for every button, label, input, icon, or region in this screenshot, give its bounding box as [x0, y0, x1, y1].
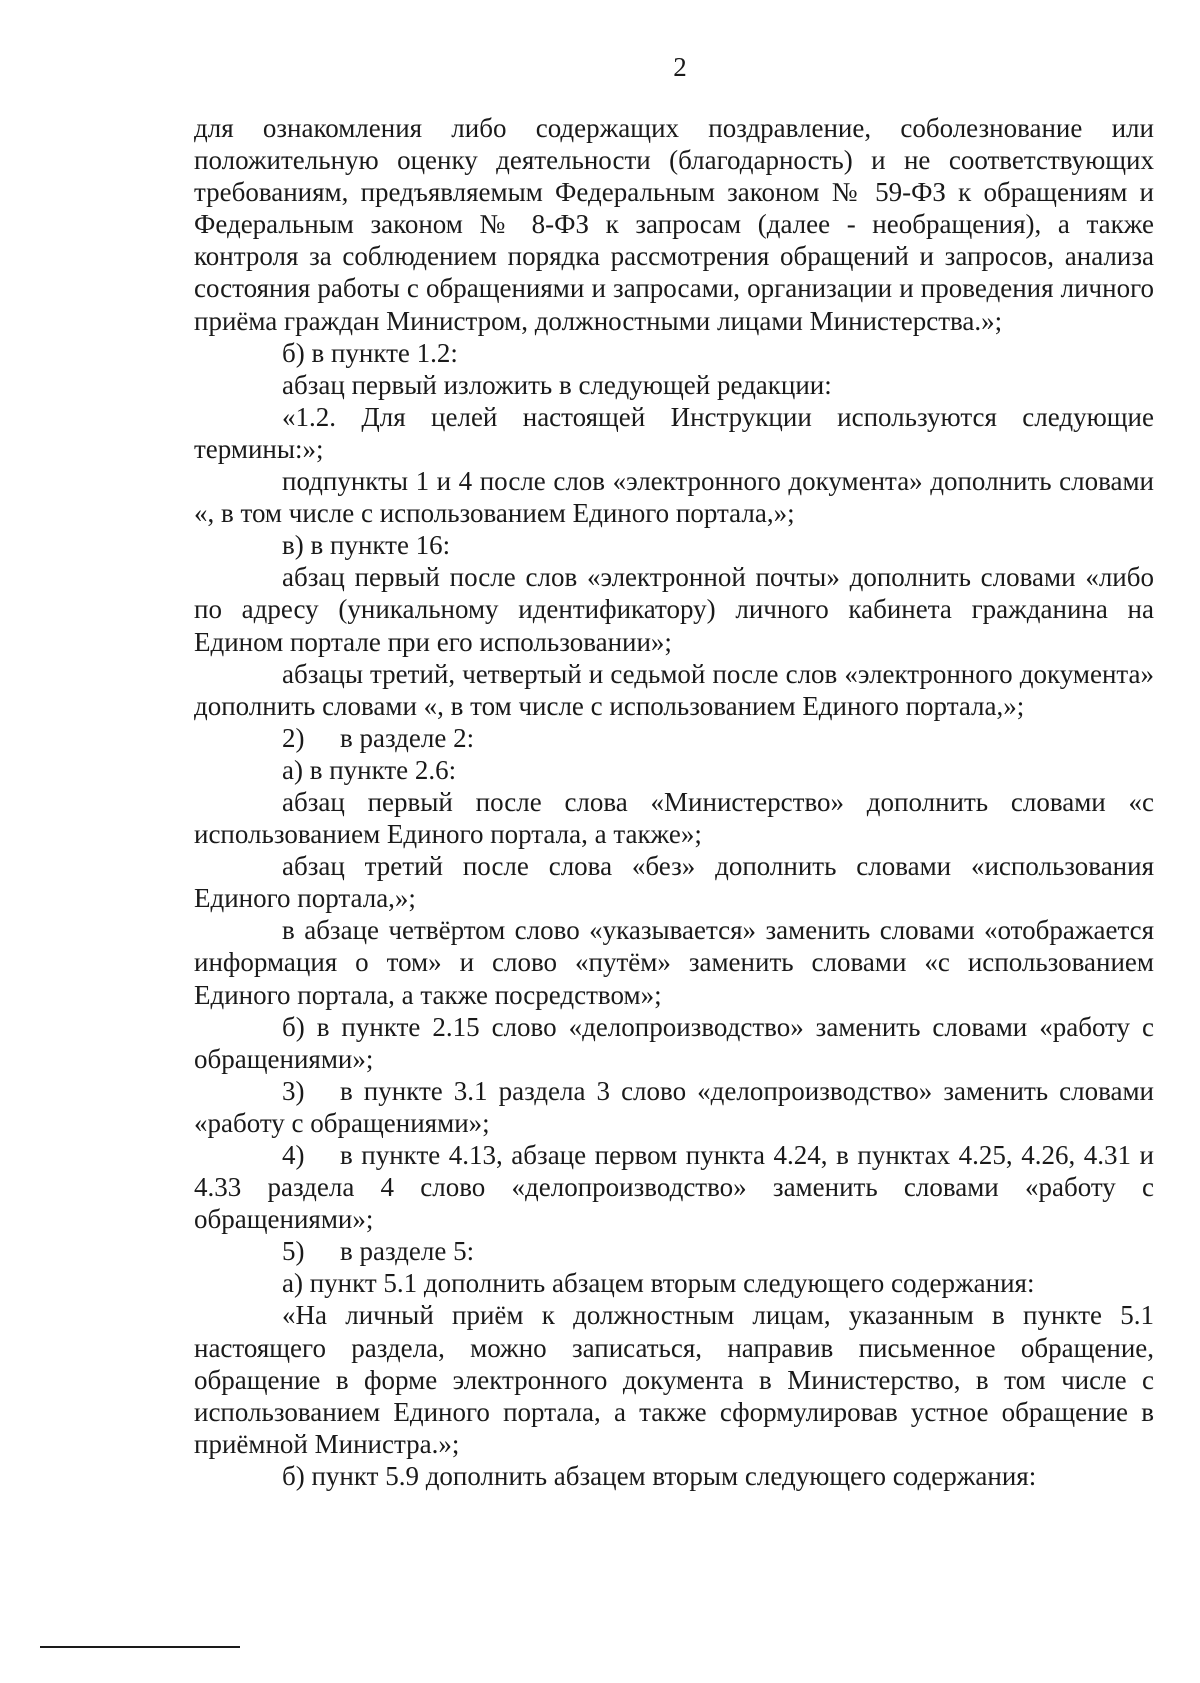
- paragraph: а) в пункте 2.6:: [282, 754, 457, 785]
- numbered-paragraph: [194, 722, 1154, 754]
- paragraph: абзац первый после слова «Министерство» дополнить словами «с использованием Единого портала, а также»;: [194, 786, 1154, 850]
- item-number: 3): [282, 1075, 305, 1106]
- document-body: [194, 112, 1154, 1492]
- paragraph: б) в пункте 2.15 слово «делопроизводство» заменить словами «работу с обращениями»;: [194, 1011, 1154, 1074]
- paragraph: в) в пункте 16:: [282, 530, 451, 561]
- page-number: 2: [673, 52, 687, 82]
- paragraph: в абзаце четвёртом слово «указывается» заменить словами «отображается информация о том» и слово «путём» заменить словами «с использованием Единого портала, а также посредством»;: [194, 915, 1154, 1010]
- item-number: 2): [282, 722, 305, 753]
- paragraph: для ознакомления либо содержащих поздравление, соболезнование или положительную оценку деятельности (благодарность) и не соответствующих требованиям, предъявляемым Федеральным законом № 59-ФЗ к обращениям и Федеральным законом № 8-ФЗ к запросам (далее - необращения), а также контроля за соблюдением порядка рассмотрения обращений и запросов, анализа состояния работы с обращениями и запросами, организации и проведения личного приёма граждан Министром, должностными лицами Министерства.»;: [194, 113, 1154, 336]
- paragraph: абзац третий после слова «без» дополнить словами «использования Единого портала,»;: [194, 851, 1154, 914]
- item-text: в разделе 5:: [340, 1236, 475, 1267]
- paragraph: б) пункт 5.9 дополнить абзацем вторым следующего содержания:: [282, 1460, 1037, 1491]
- numbered-paragraph: [194, 1075, 1154, 1139]
- paragraph: подпункты 1 и 4 после слов «электронного документа» дополнить словами «, в том числе с использованием Единого портала,»;: [194, 466, 1154, 529]
- item-text: в пункте 4.13, абзаце первом пункта 4.24, в пунктах 4.25, 4.26, 4.31 и 4.33 раздела 4 слово «делопроизводство» заменить словами «работу с обращениями»;: [194, 1140, 1154, 1235]
- paragraph: абзац первый изложить в следующей редакции:: [282, 369, 832, 400]
- item-text: в разделе 2:: [340, 722, 475, 753]
- paragraph: абзац первый после слов «электронной почты» дополнить словами «либо по адресу (уникальному идентификатору) личного кабинета гражданина на Едином портале при его использовании»;: [194, 562, 1154, 657]
- paragraph: б) в пункте 1.2:: [282, 337, 458, 368]
- numbered-paragraph: [194, 1139, 1154, 1235]
- paragraph: абзацы третий, четвертый и седьмой после слов «электронного документа» дополнить словами «, в том числе с использованием Единого портала,»;: [194, 658, 1154, 721]
- paragraph: а) пункт 5.1 дополнить абзацем вторым следующего содержания:: [282, 1268, 1035, 1299]
- paragraph: «На личный приём к должностным лицам, указанным в пункте 5.1 настоящего раздела, можно записаться, направив письменное обращение, обращение в форме электронного документа в Министерство, в том числе с использованием Единого портала, а также сформулировав устное обращение в приёмной Министра.»;: [194, 1300, 1154, 1459]
- item-number: 4): [282, 1140, 305, 1170]
- item-text: в пункте 3.1 раздела 3 слово «делопроизводство» заменить словами «работу с обращениями»;: [194, 1075, 1154, 1138]
- numbered-paragraph: [194, 1235, 1154, 1267]
- paragraph: «1.2. Для целей настоящей Инструкции используются следующие термины:»;: [194, 401, 1154, 464]
- item-number: 5): [282, 1236, 305, 1267]
- footer-rule: [40, 1646, 240, 1648]
